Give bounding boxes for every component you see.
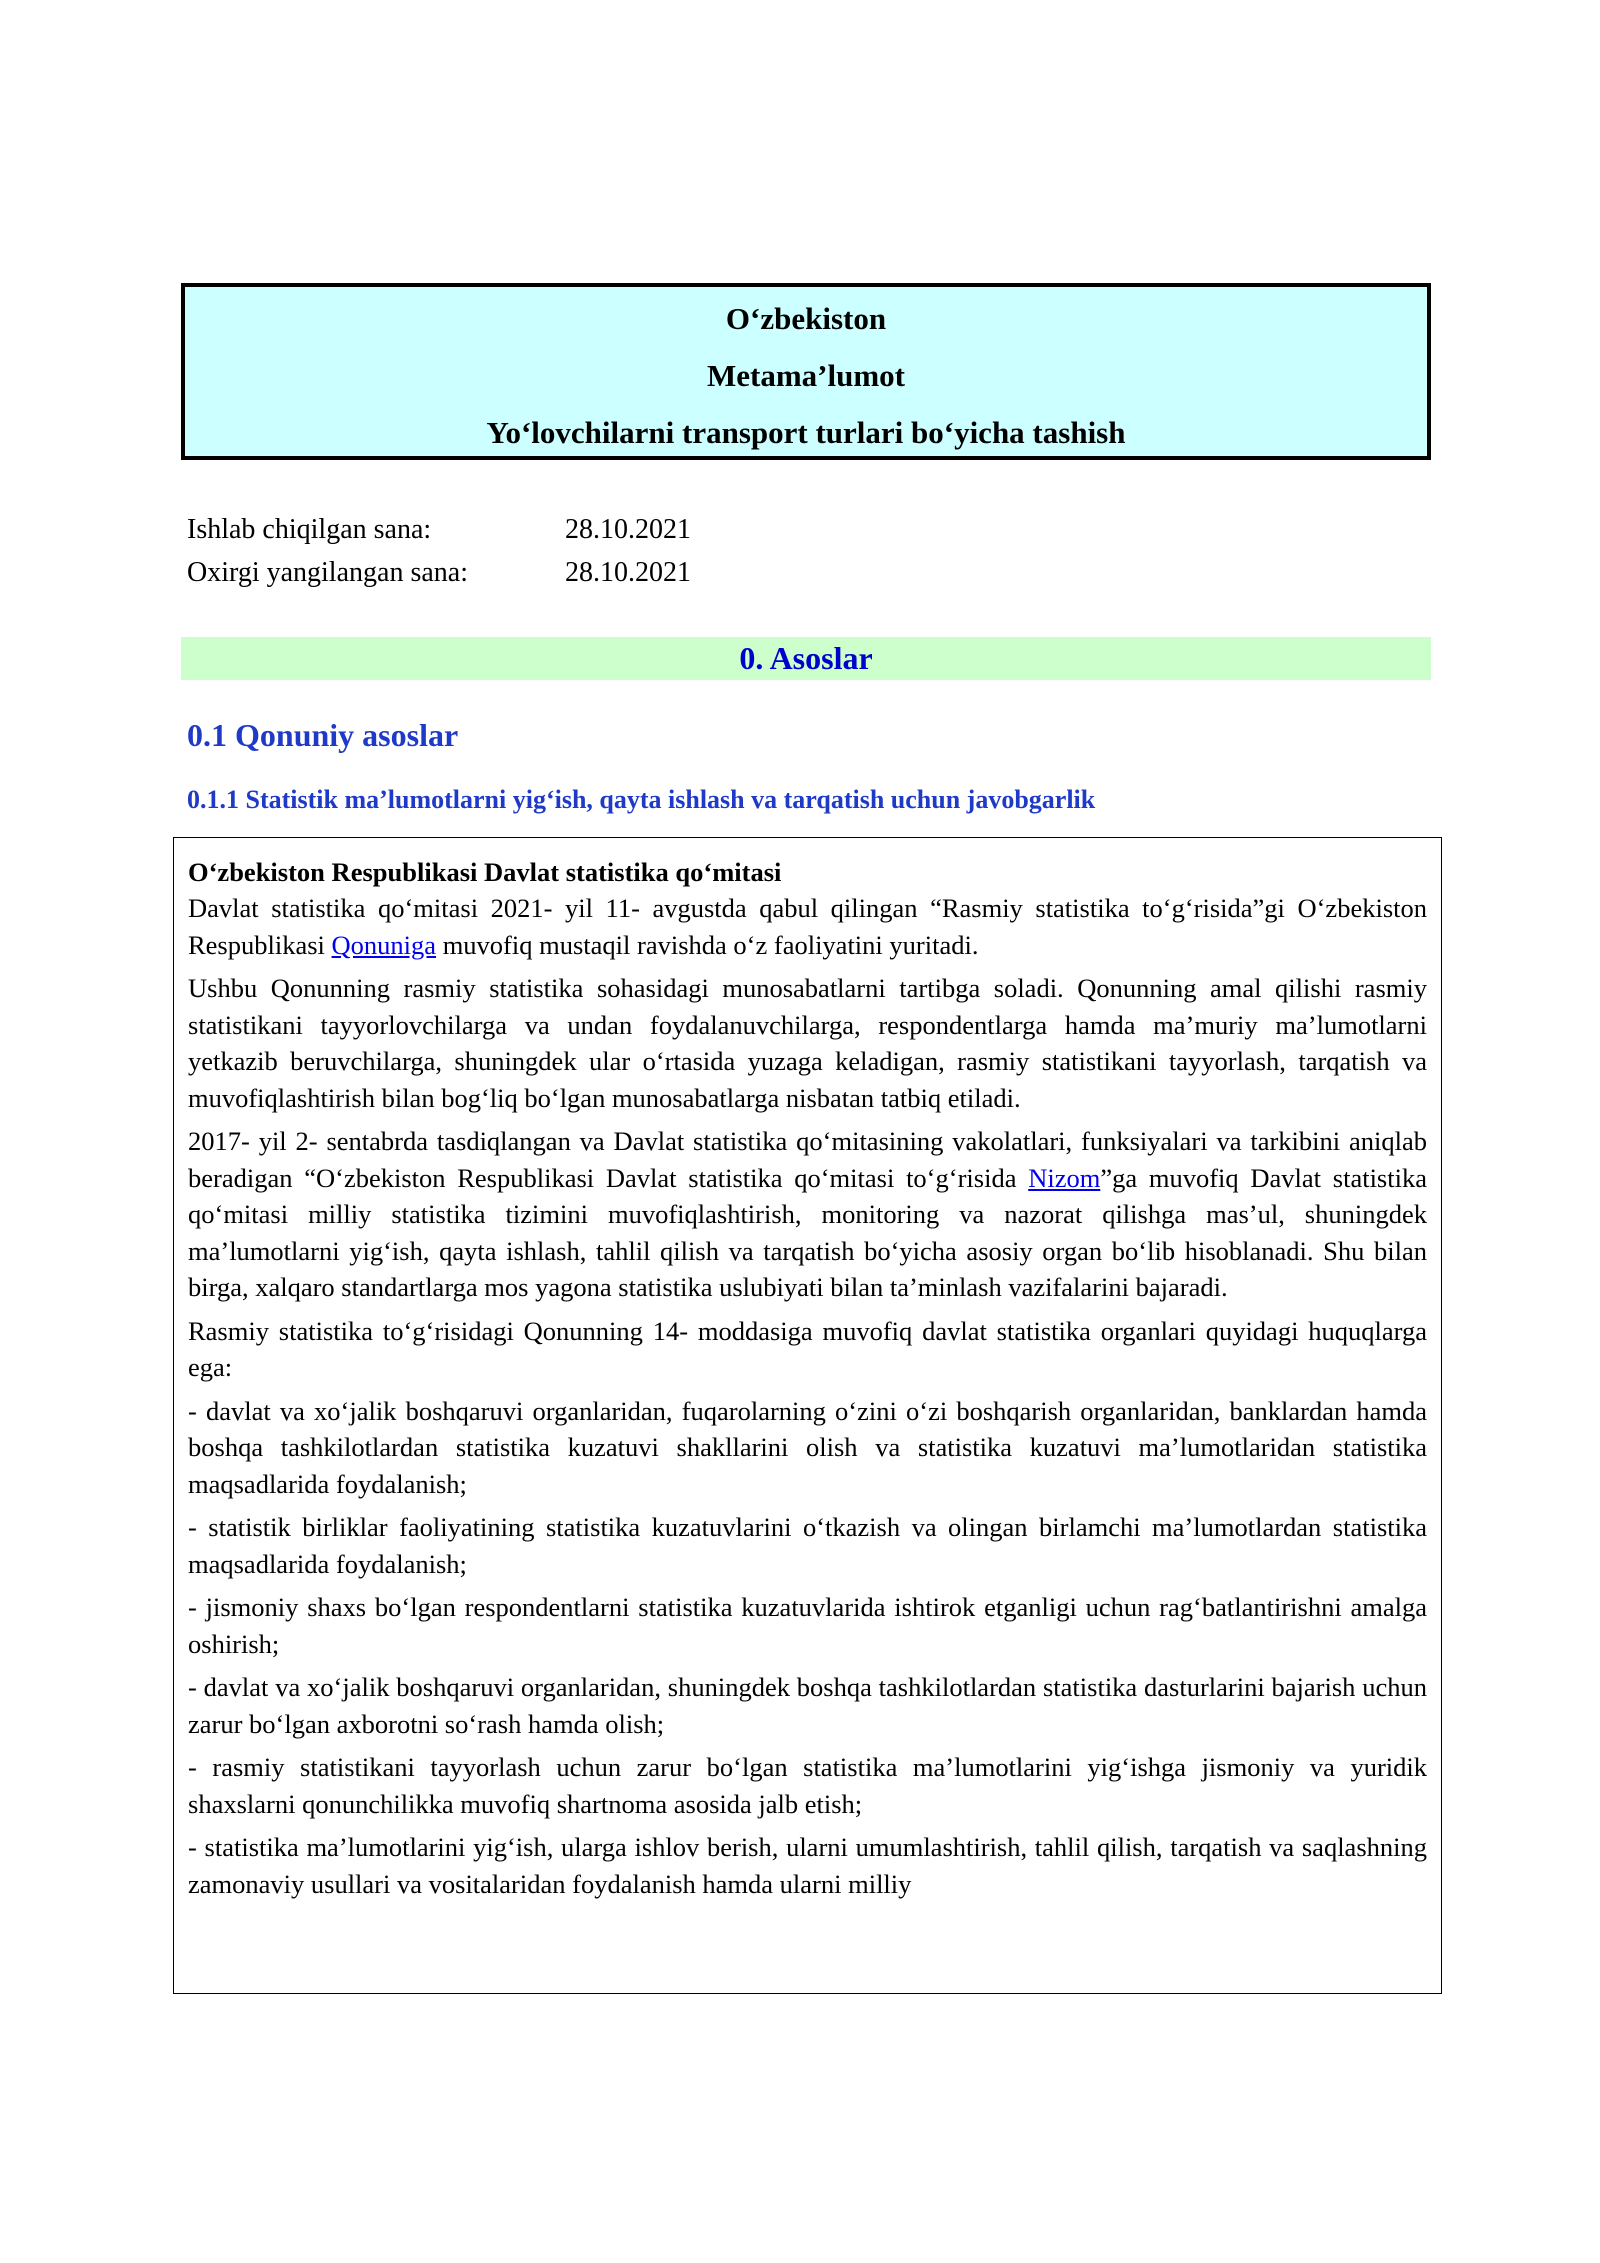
paragraph-1 — [188, 890, 1427, 963]
list-item: - jismoniy shaxs bo‘lgan respondentlarni statistika kuzatuvlarida ishtirok etganligi uchun rag‘batlantirishni amalga oshirish; — [188, 1592, 1427, 1659]
paragraph-2: Ushbu Qonunning rasmiy statistika sohasidagi munosabatlarni tartibga soladi. Qonunning amal qilishi rasmiy statistikani tayyorlovchilarga va undan foydalanuvchilarga, respondentlarga hamda ma’muriy ma’lumotlarni yetkazib beruvchilarga, shuningdek ular o‘rtasida yuzaga keladigan, rasmiy statistikani tayyorlash, tarqatish va muvofiqlashtirish bilan bog‘liq bo‘lgan munosabatlarga nisbatan tatbiq etiladi. — [188, 973, 1427, 1113]
created-date-label: Ishlab chiqilgan sana: — [187, 514, 432, 545]
subsection-heading: 0.1 Qonuniy asoslar — [187, 717, 459, 753]
dates-block — [187, 508, 691, 594]
updated-date-value: 28.10.2021 — [565, 557, 691, 588]
list-item: - davlat va xo‘jalik boshqaruvi organlaridan, shuningdek boshqa tashkilotlardan statistika dasturlarini bajarish uchun zarur bo‘lgan axborotni so‘rash hamda olish; — [188, 1672, 1427, 1739]
list-item: - statistika ma’lumotlarini yig‘ish, ularga ishlov berish, ularni umumlashtirish, tahlil qilish, tarqatish va saqlashning zamonaviy usullari va vositalaridan foydalanish hamda ularni milliy — [188, 1832, 1427, 1899]
paragraph-3-text-start: 2017- yil 2- sentabrda tasdiqlangan va Davlat statistika qo‘mitasining vakolatlari, funksiyalari va tarkibini aniqlab beradigan “O‘zbekiston Respublikasi Davlat statistika qo‘mitasi to‘g‘risida — [188, 1126, 1427, 1193]
paragraph-3-text-end: ”ga muvofiq Davlat statistika qo‘mitasi milliy statistika tizimini muvofiqlashtirish, monitoring va nazorat qilishga mas’ul, shuningdek ma’lumotlarni yig‘ish, qayta ishlash, tahlil qilish va tarqatish bo‘yicha asosiy organ bo‘lib hisoblanadi. Shu bilan birga, xalqaro standartlarga mos yagona statistika uslubiyati bilan ta’minlash vazifalarini bajaradi. — [188, 1162, 1427, 1302]
paragraph-1-text-end: muvofiq mustaqil ravishda o‘z faoliyatini yuritadi. — [436, 929, 979, 960]
content-box — [173, 837, 1442, 1994]
updated-date-label: Oxirgi yangilangan sana: — [187, 557, 468, 588]
updated-date-row — [187, 551, 691, 594]
topic-title: Yo‘lovchilarni transport turlari bo‘yicha tashish — [486, 415, 1126, 450]
list-item: - davlat va xo‘jalik boshqaruvi organlaridan, fuqarolarning o‘zini o‘zi boshqarish organlaridan, banklardan hamda boshqa tashkilotlardan statistika kuzatuvi shakllarini olish va statistika kuzatuvi ma’lumotlaridan statistika maqsadlarida foydalanish; — [188, 1395, 1427, 1499]
paragraph-3 — [188, 1123, 1427, 1306]
section-heading: 0. Asoslar — [181, 637, 1431, 680]
created-date-value: 28.10.2021 — [565, 514, 691, 545]
country-title: O‘zbekiston — [725, 301, 887, 336]
paragraph-4: Rasmiy statistika to‘g‘risidagi Qonunning 14- moddasiga muvofiq davlat statistika organlari quyidagi huquqlarga ega: — [188, 1315, 1427, 1382]
law-link[interactable]: Qonuniga — [331, 929, 437, 960]
list-item: - statistik birliklar faoliyatining statistika kuzatuvlarini o‘tkazish va olingan birlamchi ma’lumotlardan statistika maqsadlarida foydalanish; — [188, 1512, 1427, 1579]
created-date-row — [187, 508, 691, 551]
regulation-link[interactable]: Nizom — [1028, 1162, 1101, 1193]
metadata-title: Metama’lumot — [707, 358, 905, 393]
list-item: - rasmiy statistikani tayyorlash uchun zarur bo‘lgan statistika ma’lumotlarini yig‘ishga jismoniy va yuridik shaxslarni qonunchilikka muvofiq shartnoma asosida jalb etish; — [188, 1752, 1427, 1819]
paragraph-1-text-start: Davlat statistika qo‘mitasi 2021- yil 11- avgustda qabul qilingan “Rasmiy statistika to‘g‘risida”gi O‘zbekiston Respublikasi — [188, 893, 1427, 960]
subsubsection-heading: 0.1.1 Statistik ma’lumotlarni yig‘ish, qayta ishlash va tarqatish uchun javobgarlik — [187, 785, 1096, 814]
organization-name: O‘zbekiston Respublikasi Davlat statistika qo‘mitasi — [188, 857, 782, 887]
document-title-box — [181, 283, 1431, 460]
